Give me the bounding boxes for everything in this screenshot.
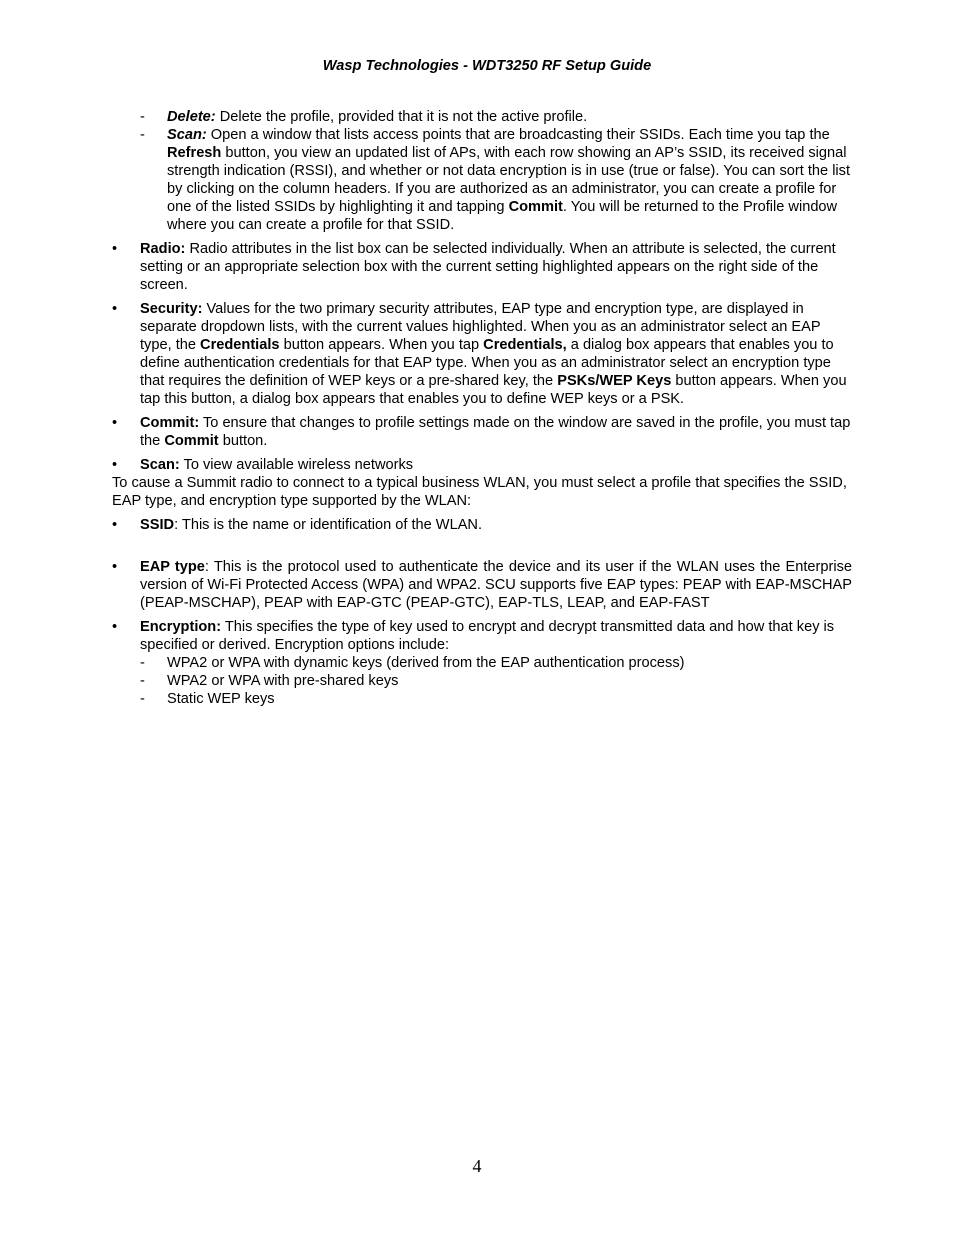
list-item-delete [140, 108, 852, 126]
list-item-ssid [112, 516, 852, 534]
term-eap-type: EAP type [140, 559, 205, 575]
list-item-radio [112, 240, 852, 294]
wlan-requirement-list [112, 516, 852, 708]
bold-commit: Commit [508, 199, 563, 215]
document-body [112, 108, 852, 708]
desc-encryption: This specifies the type of key used to encrypt and decrypt transmitted data and how that key is specified or derived. Encryption options include: [140, 619, 835, 653]
term-ssid: SSID [140, 517, 175, 533]
bullet-icon: • [112, 457, 118, 473]
encryption-option: - WPA2 or WPA with pre-shared keys [140, 672, 852, 690]
term-commit: Commit: [140, 415, 200, 431]
bold-credentials: Credentials [200, 337, 280, 353]
list-item-encryption [112, 618, 852, 708]
desc-text: Values for the two primary security attributes, EAP type and encryption type, are displayed in separate dropdown lists, with the current values highlighted. When you as an administrator select an EAP type, the [140, 301, 821, 353]
bold-credentials: Credentials, [483, 337, 567, 353]
list-item-security [112, 300, 852, 408]
desc-eap-type: : This is the protocol used to authenticate the device and its user if the WLAN uses the Enterprise version of Wi-Fi Protected Access (WPA) and WPA2. SCU supports five EAP types: PEAP with EAP-MSCHAP (PEAP-MSCHAP), PEAP with EAP-GTC (PEAP-GTC), EAP-TLS, LEAP, and EAP-FAST [140, 559, 852, 611]
window-attribute-list [112, 240, 852, 474]
term-scan-action: Scan: [167, 127, 207, 143]
bullet-icon: • [112, 559, 118, 575]
bullet-icon: • [112, 517, 118, 533]
bold-refresh: Refresh [167, 145, 222, 161]
term-encryption: Encryption: [140, 619, 222, 635]
desc-text: button, you view an updated list of APs, with each row showing an AP’s SSID, its received signal strength indication (RSSI), and whether or not data encryption is in use (true or false). You can sort the list by clicking on the column headers. If you are authorized as an administrator, you can create a profile for one of the listed SSIDs by highlighting it and tapping [167, 145, 851, 215]
desc-ssid: : This is the name or identification of the WLAN. [174, 517, 483, 533]
bullet-icon: • [112, 619, 118, 635]
desc-text: . You will be returned to the Profile window where you can create a profile for that SSID. [167, 199, 838, 233]
desc-scan: To view available wireless networks [179, 457, 414, 473]
encryption-option: - WPA2 or WPA with dynamic keys (derived from the EAP authentication process) [140, 654, 852, 672]
term-scan: Scan: [140, 457, 180, 473]
desc-text: button appears. When you tap [279, 337, 484, 353]
page-header: Wasp Technologies - WDT3250 RF Setup Guide [322, 58, 652, 74]
profile-action-list [140, 108, 852, 234]
bullet-icon: • [112, 301, 118, 317]
term-radio: Radio: [140, 241, 186, 257]
term-delete: Delete: [167, 109, 216, 125]
bullet-icon: • [112, 415, 118, 431]
encryption-option-list [140, 654, 852, 708]
term-security: Security: [140, 301, 203, 317]
list-item-commit [112, 414, 852, 450]
desc-text: button. [218, 433, 268, 449]
desc-radio: Radio attributes in the list box can be selected individually. When an attribute is selected, the current setting or an appropriate selection box with the current setting highlighted appears on the right side of the screen. [140, 241, 836, 293]
desc-text: a dialog box appears that enables you to define authentication credentials for that EAP type. When you as an administrator select an encryption type that requires the definition of WEP keys or a pre-shared key, the [140, 337, 834, 389]
list-item-eap-type [112, 558, 852, 612]
bold-psks-wep-keys: PSKs/WEP Keys [557, 373, 672, 389]
list-item-scan [112, 456, 852, 474]
desc-text: To ensure that changes to profile settings made on the window are saved in the profile, you must tap the [140, 415, 851, 449]
encryption-option: - Static WEP keys [140, 690, 852, 708]
page-number: 4 [472, 1156, 482, 1176]
intro-paragraph: To cause a Summit radio to connect to a typical business WLAN, you must select a profile that specifies the SSID, EAP type, and encryption type supported by the WLAN: [112, 475, 847, 509]
bold-commit: Commit [164, 433, 219, 449]
desc-delete: Delete the profile, provided that it is not the active profile. [215, 109, 588, 125]
bullet-icon: • [112, 241, 118, 257]
desc-text: Open a window that lists access points that are broadcasting their SSIDs. Each time you tap the [206, 127, 830, 143]
desc-text: button appears. When you tap this button, a dialog box appears that enables you to define WEP keys or a PSK. [140, 373, 847, 407]
list-item-scan-action [140, 126, 852, 234]
